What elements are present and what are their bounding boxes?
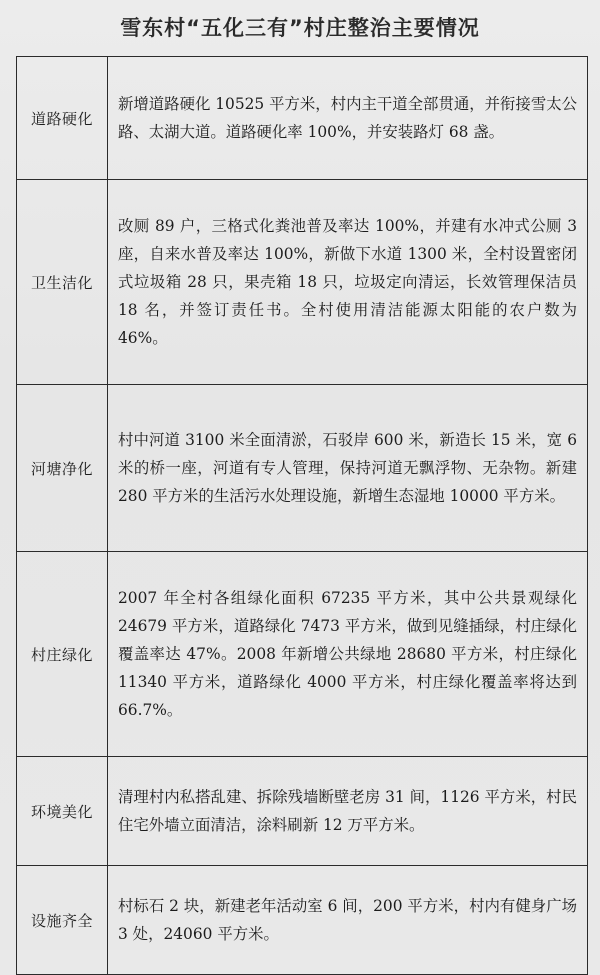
table-row xyxy=(17,552,588,757)
row-content: 改厕 89 户，三格式化粪池普及率达 100%，并建有水冲式公厕 3 座，自来水普及率达 100%，新做下水道 1300 米，全村设置密闭式垃圾箱 28 只，果壳箱 18 只，垃圾定向清运，长效管理保洁员 18 名，并签订责任书。全村使用清洁能源太阳能的农户数为 46%。 xyxy=(108,180,588,385)
page-title: 雪东村“五化三有”村庄整治主要情况 xyxy=(120,16,480,40)
row-content: 清理村内私搭乱建、拆除残墙断壁老房 31 间，1126 平方米，村民住宅外墙立面清洁，涂料刷新 12 万平方米。 xyxy=(108,757,588,866)
row-content: 村标石 2 块，新建老年活动室 6 间，200 平方米，村内有健身广场 3 处，24060 平方米。 xyxy=(108,866,588,975)
table-row xyxy=(17,385,588,552)
table-row xyxy=(17,866,588,975)
row-content: 新增道路硬化 10525 平方米，村内主干道全部贯通，并衔接雪太公路、太湖大道。道路硬化率 100%，并安装路灯 68 盏。 xyxy=(108,57,588,180)
row-label: 卫生洁化 xyxy=(17,180,108,385)
row-content: 村中河道 3100 米全面清淤，石驳岸 600 米，新造长 15 米，宽 6 米的桥一座，河道有专人管理，保持河道无飘浮物、无杂物。新建 280 平方米的生活污水处理设施，新增生态湿地 10000 平方米。 xyxy=(108,385,588,552)
row-content: 2007 年全村各组绿化面积 67235 平方米，其中公共景观绿化 24679 平方米，道路绿化 7473 平方米，做到见缝插绿，村庄绿化覆盖率达 47%。2008 年新增公共绿地 28680 平方米，村庄绿化 11340 平方米，道路绿化 4000 平方米，村庄绿化覆盖率将达到 66.7%。 xyxy=(108,552,588,757)
row-label: 村庄绿化 xyxy=(17,552,108,757)
row-label: 道路硬化 xyxy=(17,57,108,180)
table-row xyxy=(17,57,588,180)
renovation-table xyxy=(16,56,588,975)
table-row xyxy=(17,757,588,866)
row-label: 设施齐全 xyxy=(17,866,108,975)
table-row xyxy=(17,180,588,385)
row-label: 河塘净化 xyxy=(17,385,108,552)
row-label: 环境美化 xyxy=(17,757,108,866)
